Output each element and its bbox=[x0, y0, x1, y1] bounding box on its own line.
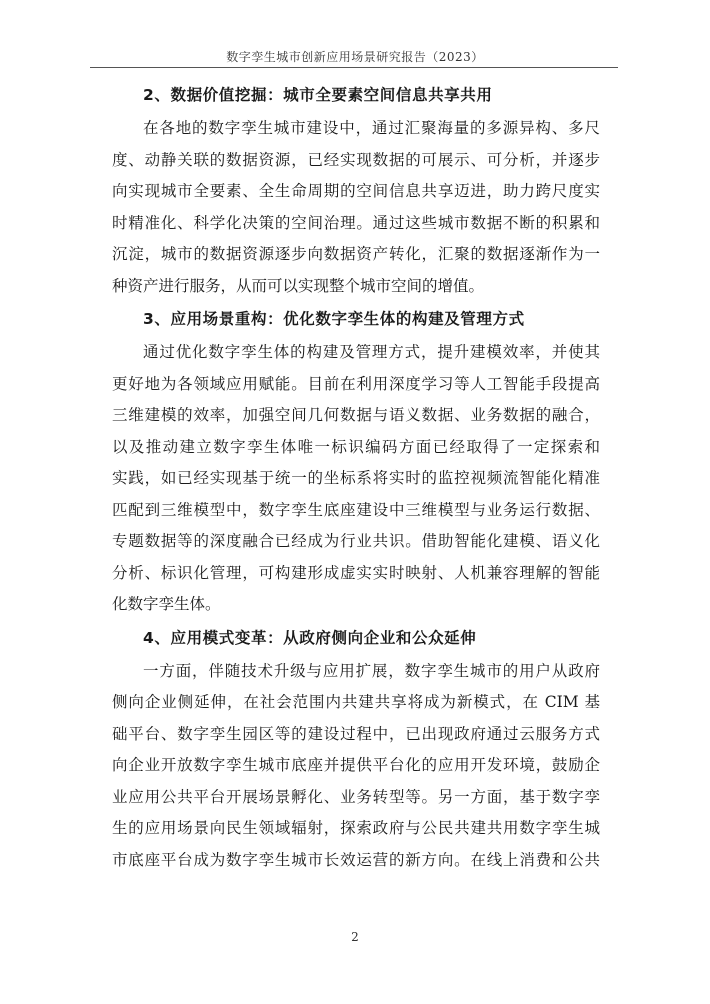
paragraph-line: 种资产进行服务，从而可以实现整个城市空间的增值。 bbox=[112, 276, 485, 295]
section-heading: 3、应用场景重构：优化数字孪生体的构建及管理方式 bbox=[143, 310, 525, 328]
paragraph-line: 在各地的数字孪生城市建设中，通过汇聚海量的多源异构、多尺 bbox=[143, 119, 600, 137]
paragraph-line: 三维建模的效率，加强空间几何数据与语义数据、业务数据的融合， bbox=[112, 406, 600, 424]
paragraph-line: 实践，如已经实现基于统一的坐标系将实时的监控视频流智能化精准 bbox=[112, 469, 600, 487]
paragraph-line: 侧向企业侧延伸，在社会范围内共建共享将成为新模式，在 CIM 基 bbox=[112, 693, 600, 711]
paragraph-line: 向实现城市全要素、全生命周期的空间信息共享迈进，助力跨尺度实 bbox=[112, 182, 600, 200]
section-heading: 4、应用模式变革：从政府侧向企业和公众延伸 bbox=[143, 628, 477, 647]
section-3 bbox=[112, 302, 600, 621]
paragraph-line: 专题数据等的深度融合已经成为行业共识。借助智能化建模、语义化 bbox=[112, 532, 600, 550]
paragraph-line: 向企业开放数字孪生城市底座并提供平台化的应用开发环境，鼓励企 bbox=[112, 756, 600, 774]
section-2 bbox=[112, 78, 600, 302]
page-body bbox=[112, 78, 600, 876]
paragraph bbox=[112, 656, 600, 877]
paragraph-line: 化数字孪生体。 bbox=[112, 595, 221, 613]
section-4 bbox=[112, 621, 600, 877]
paragraph-line: 以及推动建立数字孪生体唯一标识编码方面已经取得了一定探索和 bbox=[112, 437, 600, 456]
paragraph bbox=[112, 113, 600, 302]
header-divider bbox=[90, 67, 618, 68]
paragraph-line: 度、动静关联的数据资源，已经实现数据的可展示、可分析，并逐步 bbox=[112, 150, 600, 169]
paragraph-line: 时精准化、科学化决策的空间治理。通过这些城市数据不断的积累和 bbox=[112, 213, 600, 232]
running-header: 数字孪生城市创新应用场景研究报告（2023） bbox=[226, 50, 484, 64]
paragraph-line: 一方面，伴随技术升级与应用扩展，数字孪生城市的用户从政府 bbox=[143, 661, 600, 680]
paragraph-line: 分析、标识化管理，可构建形成虚实实时映射、人机兼容理解的智能 bbox=[112, 563, 600, 582]
paragraph-line: 业应用公共平台开展场景孵化、业务转型等。另一方面，基于数字孪 bbox=[112, 787, 600, 806]
paragraph-line: 市底座平台成为数字孪生城市长效运营的新方向。在线上消费和公共 bbox=[112, 850, 600, 869]
paragraph-line: 生的应用场景向民生领域辐射，探索政府与公民共建共用数字孪生城 bbox=[112, 819, 600, 837]
page-number: 2 bbox=[351, 930, 359, 944]
paragraph-line: 匹配到三维模型中，数字孪生底座建设中三维模型与业务运行数据、 bbox=[112, 500, 600, 519]
section-heading: 2、数据价值挖掘：城市全要素空间信息共享共用 bbox=[143, 86, 493, 104]
paragraph-line: 沉淀，城市的数据资源逐步向数据资产转化，汇聚的数据逐渐作为一 bbox=[112, 245, 600, 263]
paragraph-line: 通过优化数字孪生体的构建及管理方式，提升建模效率，并使其 bbox=[143, 343, 600, 361]
paragraph-line: 更好地为各领域应用赋能。目前在利用深度学习等人工智能手段提高 bbox=[112, 374, 600, 393]
paragraph bbox=[112, 337, 600, 621]
paragraph-line: 础平台、数字孪生园区等的建设过程中，已出现政府通过云服务方式 bbox=[112, 724, 600, 743]
